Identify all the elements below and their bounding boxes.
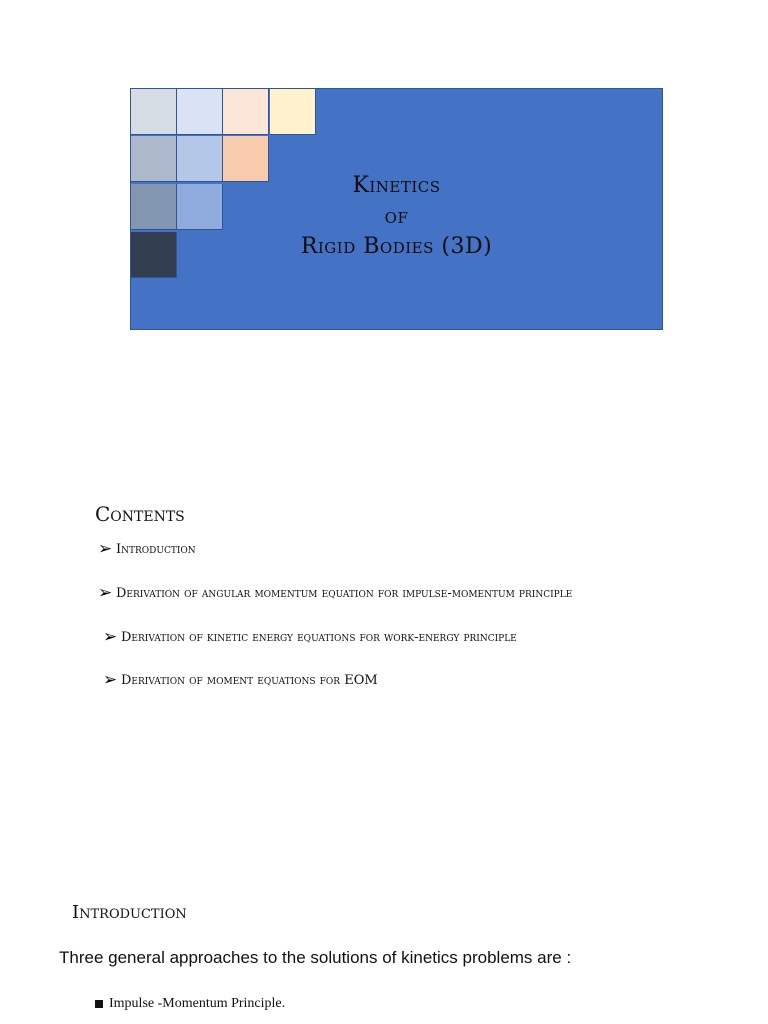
banner-title-line: of [384,204,409,229]
list-item [95,996,285,1012]
contents-heading: Contents [95,502,185,526]
banner-title [130,88,663,330]
banner-title-line: Kinetics [352,173,441,198]
toc-item-label: Introduction [116,541,196,557]
arrow-bullet-icon: ➢ [103,670,118,690]
toc-item[interactable] [103,670,378,690]
banner-title-line: Rigid Bodies (3D) [300,234,493,259]
introduction-text: Three general approaches to the solutions of kinetics problems are : [59,948,572,967]
list-item-label: Impulse -Momentum Principle. [109,996,286,1011]
toc-item[interactable] [103,627,517,647]
toc-item-label: Derivation of moment equations for EOM [121,672,378,688]
toc-item[interactable] [98,583,572,603]
arrow-bullet-icon: ➢ [103,627,118,647]
toc-item[interactable] [98,539,196,559]
arrow-bullet-icon: ➢ [98,583,113,603]
introduction-heading: Introduction [72,902,187,923]
toc-item-label: Derivation of kinetic energy equations for work-energy principle [121,629,517,645]
arrow-bullet-icon: ➢ [98,539,113,559]
toc-item-label: Derivation of angular momentum equation for impulse-momentum principle [116,585,573,601]
square-bullet-icon [95,1000,103,1008]
